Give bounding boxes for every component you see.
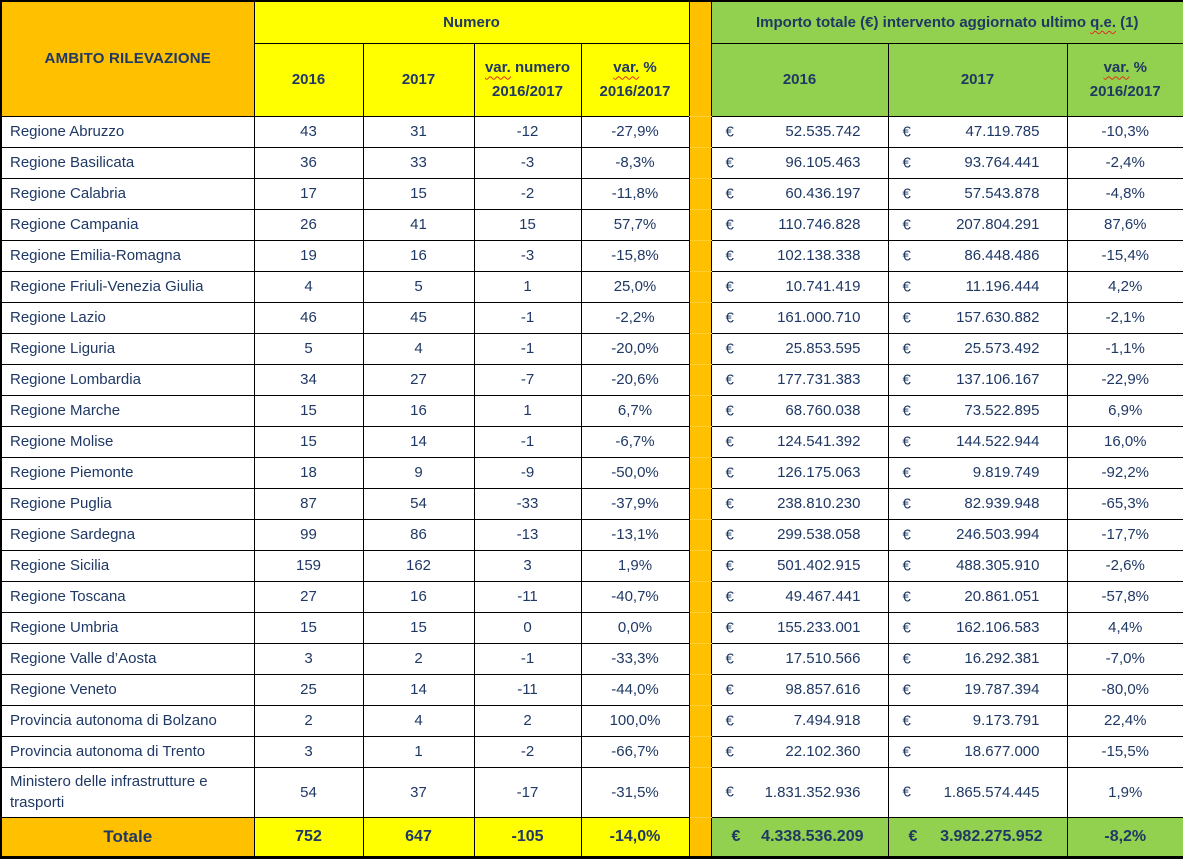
table-row bbox=[1, 333, 1183, 364]
separator-cell bbox=[689, 612, 711, 643]
ambito-name-cell: Regione Veneto bbox=[1, 674, 254, 705]
importo-2017-cell: € 16.292.381 bbox=[888, 643, 1067, 674]
numero-2017-cell: 16 bbox=[363, 395, 474, 426]
importo-2016-cell: € 10.741.419 bbox=[711, 271, 888, 302]
column-header-var-pct-importo: var. % 2016/2017 bbox=[1067, 43, 1183, 116]
euro-symbol: € bbox=[902, 650, 911, 667]
table-row bbox=[1, 488, 1183, 519]
importo-2017-cell: € 246.503.994 bbox=[888, 519, 1067, 550]
importo-2017-cell: € 137.106.167 bbox=[888, 364, 1067, 395]
euro-symbol: € bbox=[902, 185, 911, 202]
separator-cell bbox=[689, 271, 711, 302]
importo-2017-cell: € 18.677.000 bbox=[888, 736, 1067, 767]
numero-2017-cell: 162 bbox=[363, 550, 474, 581]
table-row bbox=[1, 147, 1183, 178]
importo-2016-cell: € 25.853.595 bbox=[711, 333, 888, 364]
importo-2016-cell: € 98.857.616 bbox=[711, 674, 888, 705]
separator-cell bbox=[689, 364, 711, 395]
ambito-name-cell: Regione Piemonte bbox=[1, 457, 254, 488]
ambito-name-cell: Regione Basilicata bbox=[1, 147, 254, 178]
euro-symbol: € bbox=[902, 123, 911, 140]
numero-2016-cell: 36 bbox=[254, 147, 363, 178]
numero-2016-cell: 5 bbox=[254, 333, 363, 364]
euro-symbol: € bbox=[902, 526, 911, 543]
column-header-ambito-rilevazione: AMBITO RILEVAZIONE bbox=[1, 1, 254, 116]
var-numero-cell: -17 bbox=[474, 767, 581, 818]
table-row bbox=[1, 426, 1183, 457]
var-numero-cell: -11 bbox=[474, 674, 581, 705]
table-row bbox=[1, 767, 1183, 818]
var-numero-cell: -1 bbox=[474, 426, 581, 457]
separator-cell bbox=[689, 426, 711, 457]
ambito-name-cell: Regione Sardegna bbox=[1, 519, 254, 550]
separator-cell bbox=[689, 457, 711, 488]
var-numero-cell: 1 bbox=[474, 395, 581, 426]
ambito-name-cell: Regione Valle d’Aosta bbox=[1, 643, 254, 674]
numero-2017-cell: 33 bbox=[363, 147, 474, 178]
var-pct-numero-cell: -2,2% bbox=[581, 302, 689, 333]
totale-var-pct-importo-cell: -8,2% bbox=[1067, 818, 1183, 858]
euro-symbol: € bbox=[902, 557, 911, 574]
euro-symbol: € bbox=[725, 464, 734, 481]
euro-symbol: € bbox=[725, 154, 734, 171]
var-pct-importo-cell: 1,9% bbox=[1067, 767, 1183, 818]
euro-symbol: € bbox=[902, 681, 911, 698]
var-pct-numero-cell: -66,7% bbox=[581, 736, 689, 767]
separator-cell bbox=[689, 818, 711, 858]
euro-symbol: € bbox=[725, 743, 734, 760]
var-pct-numero-cell: 0,0% bbox=[581, 612, 689, 643]
euro-symbol: € bbox=[725, 712, 734, 729]
importo-2017-cell: € 11.196.444 bbox=[888, 271, 1067, 302]
ambito-name-cell: Regione Emilia-Romagna bbox=[1, 240, 254, 271]
euro-symbol: € bbox=[725, 433, 734, 450]
importo-2017-cell: € 20.861.051 bbox=[888, 581, 1067, 612]
var-pct-numero-cell: 100,0% bbox=[581, 705, 689, 736]
var-numero-cell: -1 bbox=[474, 302, 581, 333]
euro-symbol: € bbox=[725, 619, 734, 636]
separator-cell bbox=[689, 178, 711, 209]
var-numero-cell: 3 bbox=[474, 550, 581, 581]
euro-symbol: € bbox=[725, 185, 734, 202]
separator-cell bbox=[689, 147, 711, 178]
numero-2017-cell: 5 bbox=[363, 271, 474, 302]
importo-2017-cell: € 19.787.394 bbox=[888, 674, 1067, 705]
ambito-name-cell: Regione Toscana bbox=[1, 581, 254, 612]
euro-symbol: € bbox=[902, 588, 911, 605]
numero-2016-cell: 159 bbox=[254, 550, 363, 581]
var-pct-importo-cell: 87,6% bbox=[1067, 209, 1183, 240]
euro-symbol: € bbox=[725, 309, 734, 326]
numero-2016-cell: 87 bbox=[254, 488, 363, 519]
totale-row bbox=[1, 818, 1183, 858]
var-pct-importo-cell: -65,3% bbox=[1067, 488, 1183, 519]
numero-2016-cell: 99 bbox=[254, 519, 363, 550]
numero-2017-cell: 4 bbox=[363, 333, 474, 364]
euro-symbol: € bbox=[725, 588, 734, 605]
totale-numero-2016-cell: 752 bbox=[254, 818, 363, 858]
importo-2017-cell: € 157.630.882 bbox=[888, 302, 1067, 333]
ambito-name-cell: Regione Calabria bbox=[1, 178, 254, 209]
importo-2017-cell: € 9.819.749 bbox=[888, 457, 1067, 488]
var-numero-cell: 1 bbox=[474, 271, 581, 302]
euro-symbol: € bbox=[725, 371, 734, 388]
separator-cell bbox=[689, 674, 711, 705]
numero-2016-cell: 3 bbox=[254, 643, 363, 674]
numero-2016-cell: 4 bbox=[254, 271, 363, 302]
var-pct-importo-cell: -57,8% bbox=[1067, 581, 1183, 612]
var-pct-importo-cell: -15,5% bbox=[1067, 736, 1183, 767]
totale-importo-2017-cell: € 3.982.275.952 bbox=[888, 818, 1067, 858]
var-pct-numero-cell: -27,9% bbox=[581, 116, 689, 147]
importo-2016-cell: € 177.731.383 bbox=[711, 364, 888, 395]
numero-2017-cell: 15 bbox=[363, 178, 474, 209]
totale-label-cell: Totale bbox=[1, 818, 254, 858]
var-pct-numero-cell: -20,6% bbox=[581, 364, 689, 395]
table-body bbox=[1, 116, 1183, 818]
separator-cell bbox=[689, 488, 711, 519]
var-pct-numero-cell: -13,1% bbox=[581, 519, 689, 550]
importo-2017-cell: € 73.522.895 bbox=[888, 395, 1067, 426]
numero-2016-cell: 19 bbox=[254, 240, 363, 271]
numero-2016-cell: 15 bbox=[254, 395, 363, 426]
column-header-importo-2017: 2017 bbox=[888, 43, 1067, 116]
var-numero-cell: -3 bbox=[474, 147, 581, 178]
table-row bbox=[1, 302, 1183, 333]
importo-2016-cell: € 110.746.828 bbox=[711, 209, 888, 240]
numero-2016-cell: 2 bbox=[254, 705, 363, 736]
var-pct-importo-cell: -10,3% bbox=[1067, 116, 1183, 147]
var-pct-numero-cell: -37,9% bbox=[581, 488, 689, 519]
table-row bbox=[1, 240, 1183, 271]
numero-2017-cell: 37 bbox=[363, 767, 474, 818]
importo-2016-cell: € 124.541.392 bbox=[711, 426, 888, 457]
ambito-name-cell: Regione Sicilia bbox=[1, 550, 254, 581]
table-row bbox=[1, 209, 1183, 240]
importo-2016-cell: € 126.175.063 bbox=[711, 457, 888, 488]
var-pct-numero-cell: -15,8% bbox=[581, 240, 689, 271]
var-pct-importo-cell: -1,1% bbox=[1067, 333, 1183, 364]
table-row bbox=[1, 364, 1183, 395]
column-header-numero-2017: 2017 bbox=[363, 43, 474, 116]
var-pct-numero-cell: -8,3% bbox=[581, 147, 689, 178]
column-header-importo-2016: 2016 bbox=[711, 43, 888, 116]
ambito-name-cell: Regione Marche bbox=[1, 395, 254, 426]
euro-symbol: € bbox=[902, 783, 911, 801]
numero-2016-cell: 46 bbox=[254, 302, 363, 333]
importo-2017-cell: € 162.106.583 bbox=[888, 612, 1067, 643]
column-header-numero-2016: 2016 bbox=[254, 43, 363, 116]
numero-2016-cell: 15 bbox=[254, 612, 363, 643]
euro-symbol: € bbox=[725, 495, 734, 512]
var-numero-cell: -7 bbox=[474, 364, 581, 395]
euro-symbol: € bbox=[902, 433, 911, 450]
table-row bbox=[1, 178, 1183, 209]
importo-2016-cell: € 68.760.038 bbox=[711, 395, 888, 426]
importo-title-qe: q.e. bbox=[1090, 13, 1117, 31]
separator-cell bbox=[689, 116, 711, 147]
ambito-name-cell: Regione Molise bbox=[1, 426, 254, 457]
var-pct-numero-cell: 6,7% bbox=[581, 395, 689, 426]
importo-2017-cell: € 57.543.878 bbox=[888, 178, 1067, 209]
numero-2016-cell: 43 bbox=[254, 116, 363, 147]
table-row bbox=[1, 612, 1183, 643]
var-pct-importo-cell: -7,0% bbox=[1067, 643, 1183, 674]
numero-2017-cell: 14 bbox=[363, 674, 474, 705]
table-header bbox=[1, 1, 1183, 116]
ambito-name-cell: Regione Lazio bbox=[1, 302, 254, 333]
euro-symbol: € bbox=[902, 278, 911, 295]
euro-symbol: € bbox=[908, 828, 918, 845]
importo-2016-cell: € 155.233.001 bbox=[711, 612, 888, 643]
euro-symbol: € bbox=[902, 619, 911, 636]
importo-2016-cell: € 7.494.918 bbox=[711, 705, 888, 736]
var-pct-importo-cell: -22,9% bbox=[1067, 364, 1183, 395]
importo-2017-cell: € 9.173.791 bbox=[888, 705, 1067, 736]
euro-symbol: € bbox=[902, 712, 911, 729]
table-row bbox=[1, 271, 1183, 302]
separator-cell bbox=[689, 302, 711, 333]
numero-2016-cell: 25 bbox=[254, 674, 363, 705]
importo-title-post: (1) bbox=[1116, 13, 1139, 31]
table-row bbox=[1, 550, 1183, 581]
numero-2016-cell: 18 bbox=[254, 457, 363, 488]
numero-2016-cell: 15 bbox=[254, 426, 363, 457]
var-numero-cell: -33 bbox=[474, 488, 581, 519]
euro-symbol: € bbox=[902, 402, 911, 419]
table-row bbox=[1, 674, 1183, 705]
importo-2016-cell: € 60.436.197 bbox=[711, 178, 888, 209]
numero-2016-cell: 17 bbox=[254, 178, 363, 209]
totale-importo-2016-cell: € 4.338.536.209 bbox=[711, 818, 888, 858]
importo-2016-cell: € 52.535.742 bbox=[711, 116, 888, 147]
ambito-name-cell: Regione Lombardia bbox=[1, 364, 254, 395]
var-pct-numero-cell: -6,7% bbox=[581, 426, 689, 457]
euro-symbol: € bbox=[725, 216, 734, 233]
var-numero-cell: -13 bbox=[474, 519, 581, 550]
var-pct-numero-cell: -33,3% bbox=[581, 643, 689, 674]
euro-symbol: € bbox=[725, 402, 734, 419]
var-pct-numero-cell: 1,9% bbox=[581, 550, 689, 581]
var-pct-numero-cell: 25,0% bbox=[581, 271, 689, 302]
var-numero-cell: -3 bbox=[474, 240, 581, 271]
numero-2016-cell: 54 bbox=[254, 767, 363, 818]
ambito-name-cell: Regione Friuli-Venezia Giulia bbox=[1, 271, 254, 302]
var-pct-numero-cell: -20,0% bbox=[581, 333, 689, 364]
column-header-var-numero: var. numero 2016/2017 bbox=[474, 43, 581, 116]
importo-2017-cell: € 1.865.574.445 bbox=[888, 767, 1067, 818]
numero-2016-cell: 26 bbox=[254, 209, 363, 240]
euro-symbol: € bbox=[725, 650, 734, 667]
separator-cell bbox=[689, 240, 711, 271]
ambito-name-cell: Regione Abruzzo bbox=[1, 116, 254, 147]
euro-symbol: € bbox=[725, 783, 734, 801]
importo-2016-cell: € 161.000.710 bbox=[711, 302, 888, 333]
var-numero-cell: -9 bbox=[474, 457, 581, 488]
separator-cell bbox=[689, 519, 711, 550]
numero-2017-cell: 54 bbox=[363, 488, 474, 519]
var-pct-importo-cell: 4,4% bbox=[1067, 612, 1183, 643]
importo-2017-cell: € 82.939.948 bbox=[888, 488, 1067, 519]
euro-symbol: € bbox=[902, 216, 911, 233]
var-numero-cell: -11 bbox=[474, 581, 581, 612]
numero-2016-cell: 34 bbox=[254, 364, 363, 395]
numero-2016-cell: 3 bbox=[254, 736, 363, 767]
var-pct-importo-cell: -2,4% bbox=[1067, 147, 1183, 178]
table-footer bbox=[1, 818, 1183, 858]
totale-var-pct-numero-cell: -14,0% bbox=[581, 818, 689, 858]
separator-cell bbox=[689, 550, 711, 581]
separator-cell bbox=[689, 736, 711, 767]
var-pct-importo-cell: -17,7% bbox=[1067, 519, 1183, 550]
totale-numero-2017-cell: 647 bbox=[363, 818, 474, 858]
var-numero-cell: -1 bbox=[474, 643, 581, 674]
var-pct-importo-cell: 6,9% bbox=[1067, 395, 1183, 426]
numero-2017-cell: 41 bbox=[363, 209, 474, 240]
var-pct-importo-cell: 4,2% bbox=[1067, 271, 1183, 302]
euro-symbol: € bbox=[902, 743, 911, 760]
separator-cell bbox=[689, 643, 711, 674]
euro-symbol: € bbox=[902, 495, 911, 512]
var-pct-numero-cell: -11,8% bbox=[581, 178, 689, 209]
var-numero-cell: 0 bbox=[474, 612, 581, 643]
numero-2017-cell: 4 bbox=[363, 705, 474, 736]
importo-2017-cell: € 86.448.486 bbox=[888, 240, 1067, 271]
numero-2017-cell: 16 bbox=[363, 240, 474, 271]
importo-2017-cell: € 144.522.944 bbox=[888, 426, 1067, 457]
ambito-name-cell: Regione Campania bbox=[1, 209, 254, 240]
table-row bbox=[1, 116, 1183, 147]
importo-2017-cell: € 25.573.492 bbox=[888, 333, 1067, 364]
var-pct-numero-cell: -40,7% bbox=[581, 581, 689, 612]
euro-symbol: € bbox=[725, 123, 734, 140]
euro-symbol: € bbox=[731, 828, 741, 845]
ambito-name-cell: Ministero delle infrastrutture e trasporti bbox=[1, 767, 254, 818]
var-pct-numero-cell: -31,5% bbox=[581, 767, 689, 818]
table-row bbox=[1, 643, 1183, 674]
numero-2017-cell: 45 bbox=[363, 302, 474, 333]
importo-2016-cell: € 102.138.338 bbox=[711, 240, 888, 271]
euro-symbol: € bbox=[725, 247, 734, 264]
var-pct-numero-cell: -50,0% bbox=[581, 457, 689, 488]
numero-2016-cell: 27 bbox=[254, 581, 363, 612]
var-pct-numero-cell: -44,0% bbox=[581, 674, 689, 705]
separator-cell bbox=[689, 333, 711, 364]
var-pct-importo-cell: -4,8% bbox=[1067, 178, 1183, 209]
table-row bbox=[1, 705, 1183, 736]
var-pct-importo-cell: 22,4% bbox=[1067, 705, 1183, 736]
column-group-numero: Numero bbox=[254, 1, 689, 43]
numero-2017-cell: 2 bbox=[363, 643, 474, 674]
euro-symbol: € bbox=[725, 557, 734, 574]
euro-symbol: € bbox=[902, 464, 911, 481]
numero-2017-cell: 31 bbox=[363, 116, 474, 147]
importo-2017-cell: € 488.305.910 bbox=[888, 550, 1067, 581]
euro-symbol: € bbox=[902, 154, 911, 171]
var-pct-importo-cell: -15,4% bbox=[1067, 240, 1183, 271]
numero-2017-cell: 16 bbox=[363, 581, 474, 612]
separator-cell bbox=[689, 395, 711, 426]
numero-2017-cell: 15 bbox=[363, 612, 474, 643]
euro-symbol: € bbox=[725, 681, 734, 698]
totale-var-numero-cell: -105 bbox=[474, 818, 581, 858]
importo-2016-cell: € 238.810.230 bbox=[711, 488, 888, 519]
var-pct-importo-cell: 16,0% bbox=[1067, 426, 1183, 457]
importo-2017-cell: € 93.764.441 bbox=[888, 147, 1067, 178]
table-row bbox=[1, 457, 1183, 488]
column-header-var-pct-numero: var. % 2016/2017 bbox=[581, 43, 689, 116]
var-pct-importo-cell: -2,1% bbox=[1067, 302, 1183, 333]
numero-2017-cell: 9 bbox=[363, 457, 474, 488]
importo-2016-cell: € 299.538.058 bbox=[711, 519, 888, 550]
numero-2017-cell: 27 bbox=[363, 364, 474, 395]
importo-2016-cell: € 1.831.352.936 bbox=[711, 767, 888, 818]
euro-symbol: € bbox=[902, 309, 911, 326]
euro-symbol: € bbox=[725, 340, 734, 357]
var-pct-importo-cell: -92,2% bbox=[1067, 457, 1183, 488]
euro-symbol: € bbox=[725, 278, 734, 295]
importo-2016-cell: € 96.105.463 bbox=[711, 147, 888, 178]
ambito-name-cell: Provincia autonoma di Trento bbox=[1, 736, 254, 767]
var-numero-cell: -1 bbox=[474, 333, 581, 364]
header-group-row bbox=[1, 1, 1183, 43]
table-row bbox=[1, 395, 1183, 426]
ambito-name-cell: Provincia autonoma di Bolzano bbox=[1, 705, 254, 736]
ambito-name-cell: Regione Liguria bbox=[1, 333, 254, 364]
importo-2016-cell: € 22.102.360 bbox=[711, 736, 888, 767]
numero-2017-cell: 1 bbox=[363, 736, 474, 767]
separator-cell bbox=[689, 767, 711, 818]
importo-2016-cell: € 49.467.441 bbox=[711, 581, 888, 612]
euro-symbol: € bbox=[902, 371, 911, 388]
var-pct-importo-cell: -80,0% bbox=[1067, 674, 1183, 705]
euro-symbol: € bbox=[902, 340, 911, 357]
euro-symbol: € bbox=[902, 247, 911, 264]
var-numero-cell: -12 bbox=[474, 116, 581, 147]
var-numero-cell: 2 bbox=[474, 705, 581, 736]
var-numero-cell: 15 bbox=[474, 209, 581, 240]
separator-column bbox=[689, 1, 711, 116]
importo-2016-cell: € 501.402.915 bbox=[711, 550, 888, 581]
var-pct-importo-cell: -2,6% bbox=[1067, 550, 1183, 581]
importo-title-pre: Importo totale (€) intervento aggiornato ultimo bbox=[756, 13, 1091, 31]
table-row bbox=[1, 519, 1183, 550]
column-group-importo-totale bbox=[711, 1, 1183, 43]
numero-2017-cell: 14 bbox=[363, 426, 474, 457]
var-numero-cell: -2 bbox=[474, 736, 581, 767]
table-row bbox=[1, 736, 1183, 767]
ambito-name-cell: Regione Puglia bbox=[1, 488, 254, 519]
var-pct-numero-cell: 57,7% bbox=[581, 209, 689, 240]
ambito-name-cell: Regione Umbria bbox=[1, 612, 254, 643]
numero-2017-cell: 86 bbox=[363, 519, 474, 550]
table-row bbox=[1, 581, 1183, 612]
euro-symbol: € bbox=[725, 526, 734, 543]
importo-2016-cell: € 17.510.566 bbox=[711, 643, 888, 674]
importo-2017-cell: € 47.119.785 bbox=[888, 116, 1067, 147]
separator-cell bbox=[689, 581, 711, 612]
separator-cell bbox=[689, 705, 711, 736]
separator-cell bbox=[689, 209, 711, 240]
importo-2017-cell: € 207.804.291 bbox=[888, 209, 1067, 240]
var-numero-cell: -2 bbox=[474, 178, 581, 209]
